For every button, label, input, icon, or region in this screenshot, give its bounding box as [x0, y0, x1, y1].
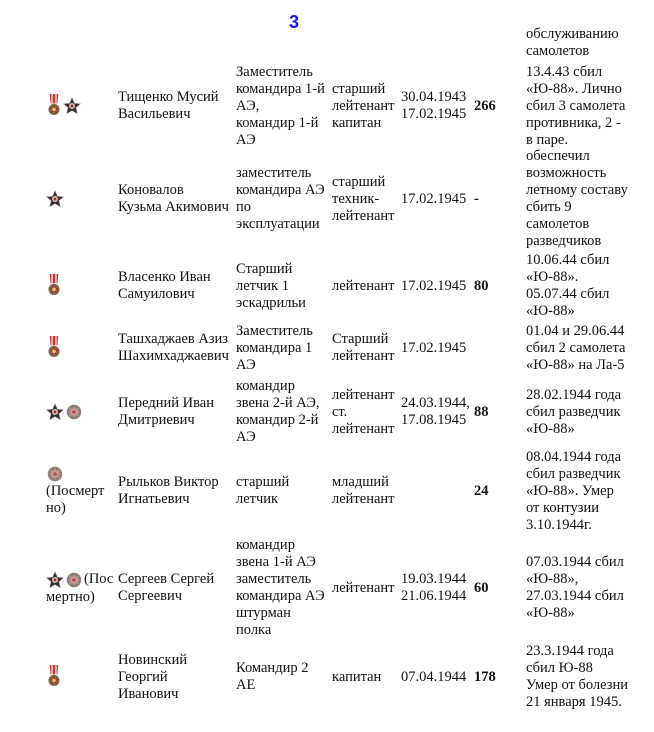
- person-name: [118, 448, 233, 534]
- rank-line: лейтенант: [332, 579, 395, 596]
- person-name-line: Рыльков Виктор: [118, 474, 219, 490]
- award-dates: [401, 644, 471, 710]
- posthumous-label-cont: мертно): [46, 588, 95, 605]
- award-dates-line: 30.04.1943: [401, 89, 467, 105]
- position: [236, 322, 330, 374]
- award-dates-line: 17.02.1945: [401, 277, 467, 294]
- person-name: [118, 252, 233, 320]
- award-dates-line: 19.03.1944: [401, 571, 467, 587]
- person-name-line: Васильевич: [118, 106, 191, 122]
- rank: [332, 644, 400, 710]
- person-name-line: Власенко Иван: [118, 269, 211, 285]
- sorties-count: 60: [474, 579, 489, 596]
- award-cell: [46, 148, 110, 250]
- position: [236, 148, 330, 250]
- position-line: АЭ: [236, 131, 256, 148]
- combat-note-line: сбил разведчик: [526, 403, 621, 420]
- red-star-order-icon: [63, 97, 81, 115]
- person-name-line: Самуилович: [118, 286, 195, 302]
- carryover-note: [526, 26, 650, 60]
- combat-note-line: 27.03.1944 сбил: [526, 588, 624, 604]
- sorties-count: 266: [474, 97, 496, 114]
- position-line: Заместитель: [236, 322, 313, 339]
- combat-note: [526, 322, 650, 374]
- sorties-count: 178: [474, 668, 496, 685]
- table-row: [0, 60, 654, 152]
- table-row: [0, 252, 654, 320]
- red-star-order-icon: [46, 403, 64, 421]
- position-line: АЭ: [236, 356, 256, 373]
- combat-note-line: самолетов: [526, 216, 590, 232]
- rank-line: старший: [332, 173, 386, 190]
- position: [236, 60, 330, 152]
- combat-note-line: «Ю-88» на Ла-5: [526, 356, 625, 373]
- rank-line: лейтенант: [332, 277, 395, 294]
- position-line: Заместитель: [236, 63, 313, 80]
- person-name-line: Сергеев Сергей: [118, 571, 215, 587]
- rank: [332, 60, 400, 152]
- award-dates: [401, 536, 471, 640]
- combat-note-line: «Ю-88»: [526, 605, 575, 621]
- person-name: [118, 644, 233, 710]
- person-name-line: Игнатьевич: [118, 491, 190, 507]
- rank: [332, 252, 400, 320]
- note-line: самолетов: [526, 43, 590, 59]
- sorties-count: [474, 322, 514, 374]
- award-dates-line: 21.06.1944: [401, 588, 467, 604]
- rank-line: ст.: [332, 403, 348, 420]
- combat-note-line: противника, 2 -: [526, 114, 621, 131]
- person-name-line: Коновалов: [118, 182, 184, 198]
- position-line: командир 1-й: [236, 114, 319, 131]
- position-line: командира 1: [236, 339, 313, 356]
- position-line: АЕ: [236, 677, 256, 693]
- person-name-line: Сергеевич: [118, 588, 183, 604]
- medals-group: [46, 274, 110, 298]
- position-line: по: [236, 199, 252, 215]
- table-row: [0, 322, 654, 374]
- red-star-order-icon: [46, 190, 64, 208]
- position-line: звена 2-й АЭ,: [236, 395, 320, 411]
- position-line: АЭ: [236, 429, 256, 445]
- rank-line: Старший: [332, 331, 389, 347]
- rank-line: капитан: [332, 668, 382, 685]
- person-name: [118, 378, 233, 446]
- award-cell: [46, 322, 110, 374]
- combat-note-line: сбил разведчик: [526, 465, 621, 482]
- medals-group: [46, 665, 110, 689]
- position-line: командир: [236, 378, 295, 394]
- position-line: командира 1-й: [236, 80, 325, 97]
- person-name-line: Кузьма Акимович: [118, 199, 229, 215]
- award-dates: [401, 148, 471, 250]
- table-row: [0, 536, 654, 640]
- rank-line: капитан: [332, 114, 382, 131]
- combat-note-line: от контузии: [526, 499, 599, 516]
- position-line: летчик: [236, 491, 279, 507]
- award-cell: [46, 252, 110, 320]
- combat-note: [526, 448, 650, 534]
- combat-note-line: «Ю-88».: [526, 269, 579, 285]
- medals-group: [46, 94, 110, 118]
- table-row: [0, 448, 654, 534]
- combat-note-line: «Ю-88»: [526, 420, 575, 437]
- rank-line: техник-: [332, 190, 380, 207]
- award-dates-line: 17.08.1945: [401, 412, 467, 428]
- combat-note-line: 23.3.1944 года: [526, 643, 614, 659]
- rank-line: лейтенант: [332, 420, 395, 437]
- combat-note-line: летному составу: [526, 182, 628, 198]
- medals-group: [46, 465, 110, 483]
- position-line: полка: [236, 622, 272, 638]
- rank: [332, 448, 400, 534]
- position-line: командир: [236, 537, 295, 553]
- red-star-order-icon: [46, 571, 64, 589]
- combat-note-line: сбить 9: [526, 199, 572, 215]
- position: [236, 644, 330, 710]
- medals-group: [46, 190, 110, 208]
- patriotic-war-order-icon: [46, 465, 64, 483]
- sorties-count: 24: [474, 482, 489, 499]
- combat-note-line: Умер от болезни: [526, 677, 629, 693]
- red-banner-order-icon: [46, 665, 62, 689]
- rank-line: младший: [332, 474, 389, 490]
- award-cell: [46, 644, 110, 710]
- combat-note: [526, 148, 650, 250]
- award-dates: [401, 252, 471, 320]
- posthumous-label-cont: но): [46, 500, 66, 516]
- person-name: [118, 536, 233, 640]
- combat-note-line: сбил Ю-88: [526, 660, 593, 676]
- person-name-line: Дмитриевич: [118, 412, 195, 428]
- rank-line: лейтенант: [332, 491, 395, 507]
- rank-line: лейтенант: [332, 207, 395, 224]
- position-line: командир 2-й: [236, 412, 319, 428]
- award-dates-line: 17.02.1945: [401, 190, 467, 207]
- person-name-line: Георгий: [118, 668, 168, 685]
- award-dates-line: 17.02.1945: [401, 106, 467, 122]
- award-dates: [401, 378, 471, 446]
- award-dates-line: 24.03.1944,: [401, 395, 470, 411]
- combat-note: [526, 252, 650, 320]
- person-name-line: Шахимхаджаевич: [118, 348, 229, 364]
- red-banner-order-icon: [46, 274, 62, 298]
- combat-note-line: обеспечил: [526, 148, 590, 164]
- posthumous-label: (Пос: [84, 571, 114, 587]
- position-line: летчик 1: [236, 277, 289, 294]
- award-dates: [401, 322, 471, 374]
- rank-line: лейтенант: [332, 348, 395, 364]
- award-cell: [46, 448, 110, 534]
- combat-note-line: в паре.: [526, 131, 568, 148]
- award-dates-line: 07.04.1944: [401, 668, 467, 685]
- person-name-line: Иванович: [118, 685, 179, 702]
- position-line: звена 1-й АЭ: [236, 554, 316, 570]
- medals-group: [46, 571, 114, 589]
- position-line: заместитель: [236, 165, 312, 181]
- combat-note-line: 08.04.1944 года: [526, 448, 622, 465]
- combat-note-line: 01.04 и 29.06.44: [526, 322, 625, 339]
- position-line: командира АЭ: [236, 588, 325, 604]
- rank-line: лейтенант: [332, 97, 395, 114]
- position: [236, 536, 330, 640]
- combat-note-line: 05.07.44 сбил: [526, 286, 610, 302]
- combat-note-line: 21 января 1945.: [526, 694, 622, 710]
- patriotic-war-order-icon: [65, 571, 83, 589]
- rank-line: старший: [332, 80, 386, 97]
- combat-note-line: возможность: [526, 165, 607, 181]
- page-number: 3: [289, 12, 300, 32]
- combat-note-line: «Ю-88»,: [526, 571, 579, 587]
- note-line: обслуживанию: [526, 26, 619, 42]
- person-name: [118, 148, 233, 250]
- award-dates: [401, 448, 471, 534]
- combat-note: [526, 536, 650, 640]
- award-cell: [46, 536, 114, 640]
- combat-note-line: «Ю-88»: [526, 303, 575, 319]
- person-name-line: Передний Иван: [118, 395, 215, 411]
- position: [236, 448, 330, 534]
- rank: [332, 536, 400, 640]
- sorties-count: 80: [474, 277, 489, 294]
- sorties-count: 88: [474, 403, 489, 420]
- medals-group: [46, 403, 110, 421]
- red-banner-order-icon: [46, 94, 62, 118]
- award-dates-line: 17.02.1945: [401, 339, 467, 356]
- patriotic-war-order-icon: [65, 403, 83, 421]
- award-cell: [46, 378, 110, 446]
- table-row: [0, 644, 654, 710]
- combat-note: [526, 378, 650, 446]
- person-name-line: Новинский: [118, 651, 188, 668]
- position-line: Командир 2: [236, 660, 309, 676]
- red-banner-order-icon: [46, 336, 62, 360]
- posthumous-label: (Посмерт: [46, 483, 105, 499]
- combat-note-line: 3.10.1944г.: [526, 516, 592, 533]
- position-line: старший: [236, 474, 290, 490]
- position-line: эксплуатации: [236, 216, 320, 232]
- person-name: [118, 60, 233, 152]
- position-line: АЭ,: [236, 97, 260, 114]
- position-line: штурман: [236, 605, 291, 621]
- sorties-count: -: [474, 190, 479, 207]
- combat-note-line: 28.02.1944 года: [526, 386, 622, 403]
- table-row: [0, 378, 654, 446]
- person-name-line: Тищенко Мусий: [118, 89, 219, 105]
- position-line: заместитель: [236, 571, 312, 587]
- position: [236, 252, 330, 320]
- combat-note-line: разведчиков: [526, 233, 602, 249]
- award-cell: [46, 60, 110, 152]
- person-name: [118, 322, 233, 374]
- rank: [332, 322, 400, 374]
- rank: [332, 148, 400, 250]
- award-dates: [401, 60, 471, 152]
- rank-line: лейтенант: [332, 386, 395, 403]
- combat-note: [526, 60, 650, 152]
- table-row: [0, 148, 654, 250]
- person-name-line: Ташхаджаев Азиз: [118, 331, 229, 347]
- combat-note-line: сбил 2 самолета: [526, 339, 626, 356]
- combat-note: [526, 644, 650, 710]
- combat-note-line: 13.4.43 сбил: [526, 63, 603, 80]
- position-line: Старший: [236, 260, 293, 277]
- medals-group: [46, 336, 110, 360]
- rank: [332, 378, 400, 446]
- position-line: командира АЭ: [236, 182, 325, 198]
- combat-note-line: 10.06.44 сбил: [526, 252, 610, 268]
- position: [236, 378, 330, 446]
- combat-note-line: 07.03.1944 сбил: [526, 554, 624, 570]
- position-line: эскадрильи: [236, 294, 306, 311]
- combat-note-line: «Ю-88». Умер: [526, 482, 614, 499]
- combat-note-line: сбил 3 самолета: [526, 97, 626, 114]
- combat-note-line: «Ю-88». Лично: [526, 80, 622, 97]
